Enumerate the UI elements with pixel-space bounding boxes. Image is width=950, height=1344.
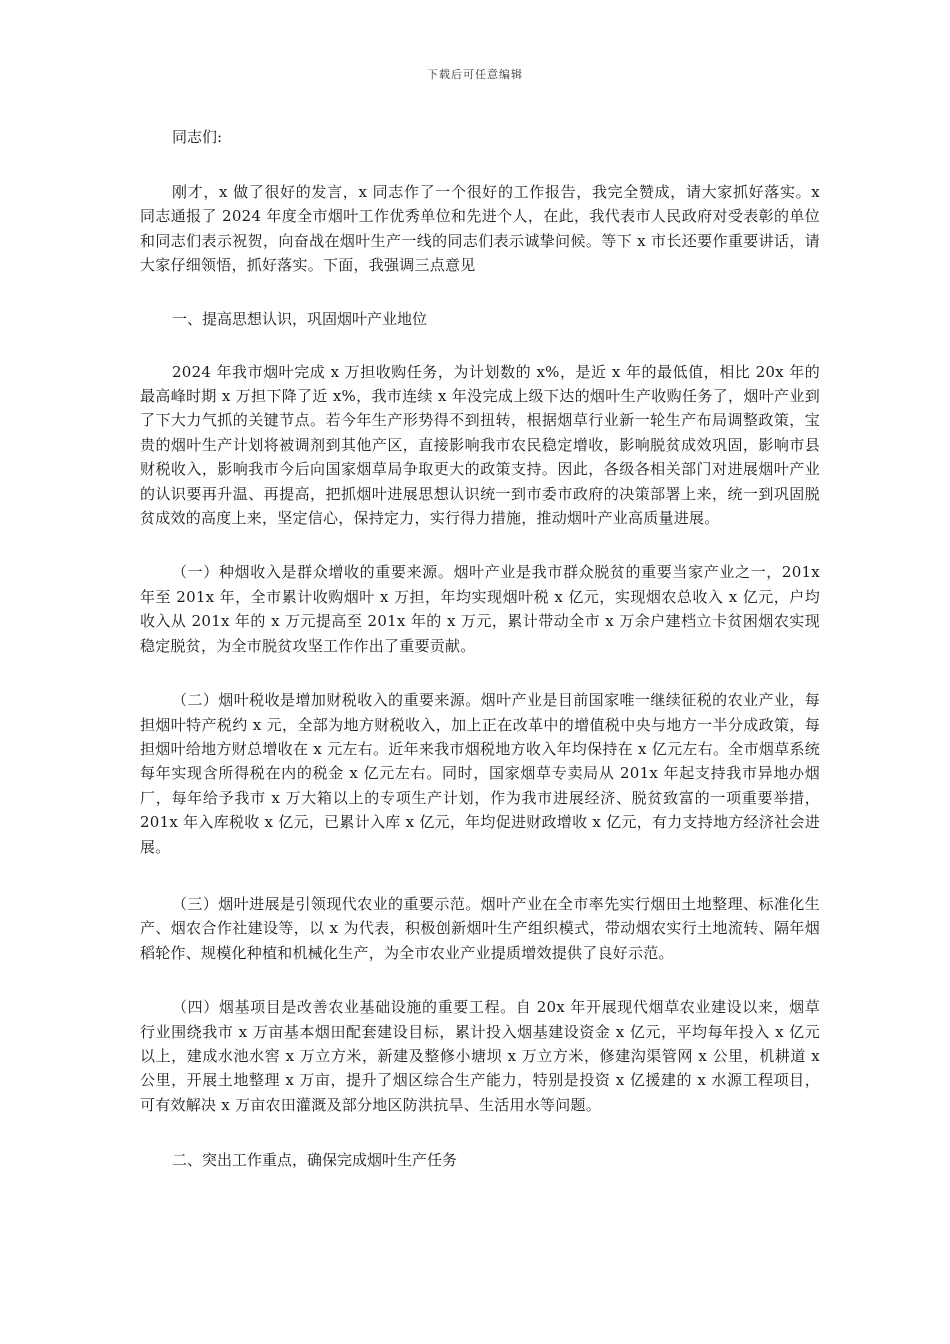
point-4-paragraph: （四）烟基项目是改善农业基础设施的重要工程。自 20x 年开展现代烟草农业建设以来，烟草行业围绕我市 x 万亩基本烟田配套建设目标，累计投入烟基建设资金 x 亿元，平均每年投入 x 亿元以上，建成水池水窖 x 万立方米，新建及整修小塘坝 x 万立方米，修建沟渠管网 x 公里，机耕道 x 公里，开展土地整理 x 万亩，提升了烟区综合生产能力，特别是投资 x 亿援建的 x 水源工程项目，可有效解决 x 万亩农田灌溉及部分地区防洪抗旱、生活用水等问题。 <box>140 998 820 1114</box>
section-1-paragraph: 2024 年我市烟叶完成 x 万担收购任务，为计划数的 x%，是近 x 年的最低值，相比 20x 年的最高峰时期 x 万担下降了近 x%，我市连续 x 年没完成上级下达的烟叶生产收购任务了，烟叶产业到了下大力气抓的关键节点。若今年生产形势得不到扭转，根据烟草行业新一轮生产布局调整政策，宝贵的烟叶生产计划将被调剂到其他产区，直接影响我市农民稳定增收，影响脱贫成效巩固，影响市县财税收入，影响我市今后向国家烟草局争取更大的政策支持。因此，各级各相关部门对进展烟叶产业的认识要再升温、再提高，把抓烟叶进展思想认识统一到市委市政府的决策部署上来，统一到巩固脱贫成效的高度上来，坚定信心，保持定力，实行得力措施，推动烟叶产业高质量进展。 <box>140 362 820 528</box>
point-2-paragraph: （二）烟叶税收是增加财税收入的重要来源。烟叶产业是目前国家唯一继续征税的农业产业，每担烟叶特产税约 x 元，全部为地方财税收入，加上正在改革中的增值税中央与地方一半分成政策，每担烟叶给地方财总增收在 x 元左右。近年来我市烟税地方收入年均保持在 x 亿元左右。全市烟草系统每年实现含所得税在内的税金 x 亿元左右。同时，国家烟草专卖局从 201x 年起支持我市异地办烟厂，每年给予我市 x 万大箱以上的专项生产计划，作为我市进展经济、脱贫致富的一项重要举措，201x 年入库税收 x 亿元，已累计入库 x 亿元，年均促进财政增收 x 亿元，有力支持地方经济社会进展。 <box>140 691 820 856</box>
section-1-heading: 一、提高思想认识，巩固烟叶产业地位 <box>172 309 428 328</box>
salutation: 同志们: <box>172 128 223 146</box>
page-header-note: 下载后可任意编辑 <box>427 68 523 81</box>
section-2-heading: 二、突出工作重点，确保完成烟叶生产任务 <box>172 1151 458 1170</box>
point-1-paragraph: （一）种烟收入是群众增收的重要来源。烟叶产业是我市群众脱贫的重要当家产业之一，201x 年至 201x 年，全市累计收购烟叶 x 万担，年均实现烟叶税 x 亿元，实现烟农总收入 x 亿元，户均收入从 201x 年的 x 万元提高至 201x 年的 x 万元，累计带动全市 x 万余户建档立卡贫困烟农实现稳定脱贫，为全市脱贫攻坚工作作出了重要贡献。 <box>140 563 820 655</box>
document-body <box>140 124 820 1173</box>
intro-paragraph: 刚才，x 做了很好的发言，x 同志作了一个很好的工作报告，我完全赞成，请大家抓好落实。x 同志通报了 2024 年度全市烟叶工作优秀单位和先进个人，在此，我代表市人民政府对受表彰的单位和同志们表示祝贺，向奋战在烟叶生产一线的同志们表示诚挚问候。等下 x 市长还要作重要讲话，请大家仔细领悟，抓好落实。下面，我强调三点意见 <box>140 183 820 275</box>
point-3-paragraph: （三）烟叶进展是引领现代农业的重要示范。烟叶产业在全市率先实行烟田土地整理、标准化生产、烟农合作社建设等，以 x 为代表，积极创新烟叶生产组织模式，带动烟农实行土地流转、隔年烟稻轮作、规模化种植和机械化生产，为全市农业产业提质增效提供了良好示范。 <box>140 894 820 962</box>
